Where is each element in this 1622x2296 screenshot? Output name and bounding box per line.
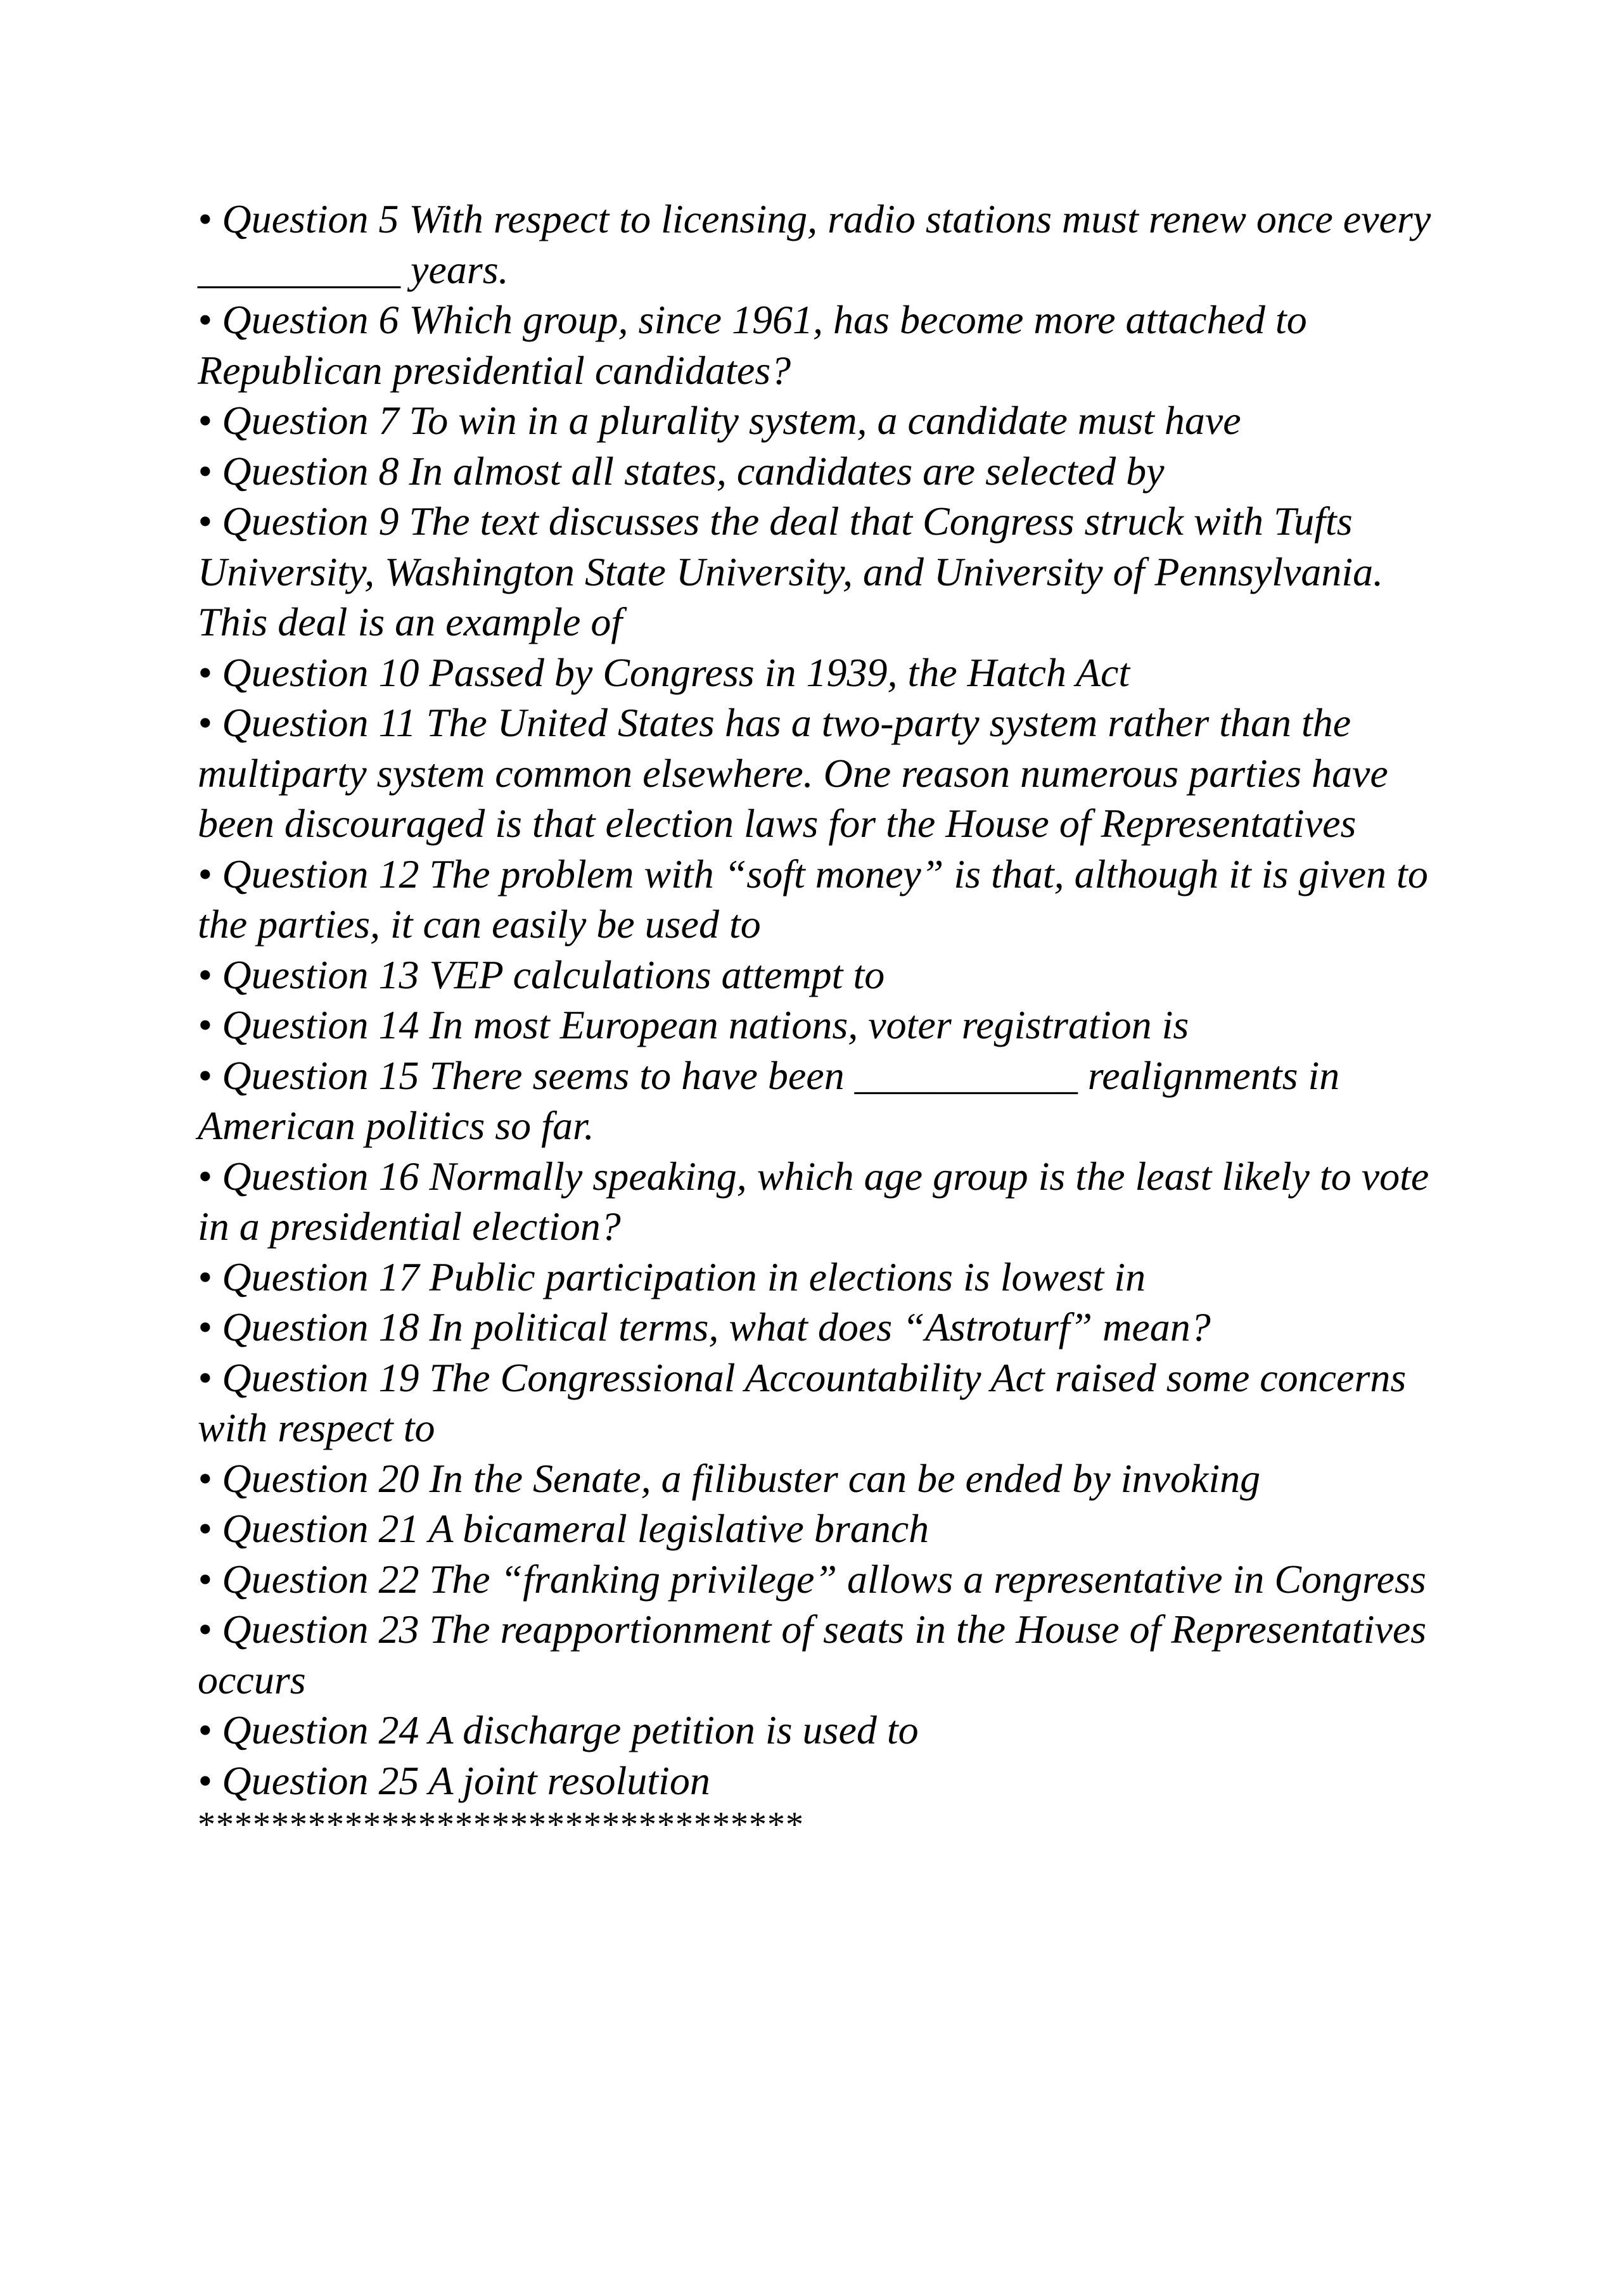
question-item: • Question 8 In almost all states, candidates are selected by — [198, 448, 1165, 494]
question-item: • Question 7 To win in a plurality system, a candidate must have — [198, 398, 1241, 443]
question-item: • Question 23 The reapportionment of seats in the House of Representatives occurs — [198, 1607, 1427, 1702]
question-item: • Question 24 A discharge petition is used to — [198, 1707, 919, 1752]
question-item: • Question 9 The text discusses the deal that Congress struck with Tufts University, Washington State University, and University of Pennsylvania. This deal is an example of — [198, 499, 1384, 644]
question-item: • Question 6 Which group, since 1961, has become more attached to Republican presidential candidates? — [198, 297, 1307, 393]
question-item: • Question 13 VEP calculations attempt to — [198, 952, 885, 997]
question-item: • Question 15 There seems to have been ___________ realignments in American politics so far. — [198, 1052, 1340, 1148]
question-item: • Question 17 Public participation in elections is lowest in — [198, 1254, 1146, 1299]
question-item: • Question 22 The “franking privilege” allows a representative in Congress — [198, 1556, 1426, 1602]
question-item: • Question 25 A joint resolution — [198, 1757, 710, 1803]
question-item: • Question 12 The problem with “soft money” is that, although it is given to the parties, it can easily be used to — [198, 851, 1428, 947]
question-item: • Question 18 In political terms, what does “Astroturf” mean? — [198, 1304, 1211, 1349]
asterisk-divider: ********************************* — [198, 1805, 804, 1844]
question-item: • Question 19 The Congressional Accountability Act raised some concerns with respect to — [198, 1355, 1407, 1450]
question-item: • Question 10 Passed by Congress in 1939, the Hatch Act — [198, 649, 1130, 695]
question-list — [198, 194, 1440, 1844]
question-item: • Question 16 Normally speaking, which age group is the least likely to vote in a presidential election? — [198, 1153, 1429, 1249]
question-item: • Question 21 A bicameral legislative branch — [198, 1506, 929, 1551]
question-item: • Question 20 In the Senate, a filibuster can be ended by invoking — [198, 1455, 1261, 1501]
question-item: • Question 11 The United States has a two-party system rather than the multiparty system common elsewhere. One reason numerous parties have been discouraged is that election laws for the House of Representatives — [198, 700, 1388, 846]
question-item: • Question 5 With respect to licensing, radio stations must renew once every __________ years. — [198, 196, 1431, 292]
question-item: • Question 14 In most European nations, voter registration is — [198, 1002, 1189, 1047]
